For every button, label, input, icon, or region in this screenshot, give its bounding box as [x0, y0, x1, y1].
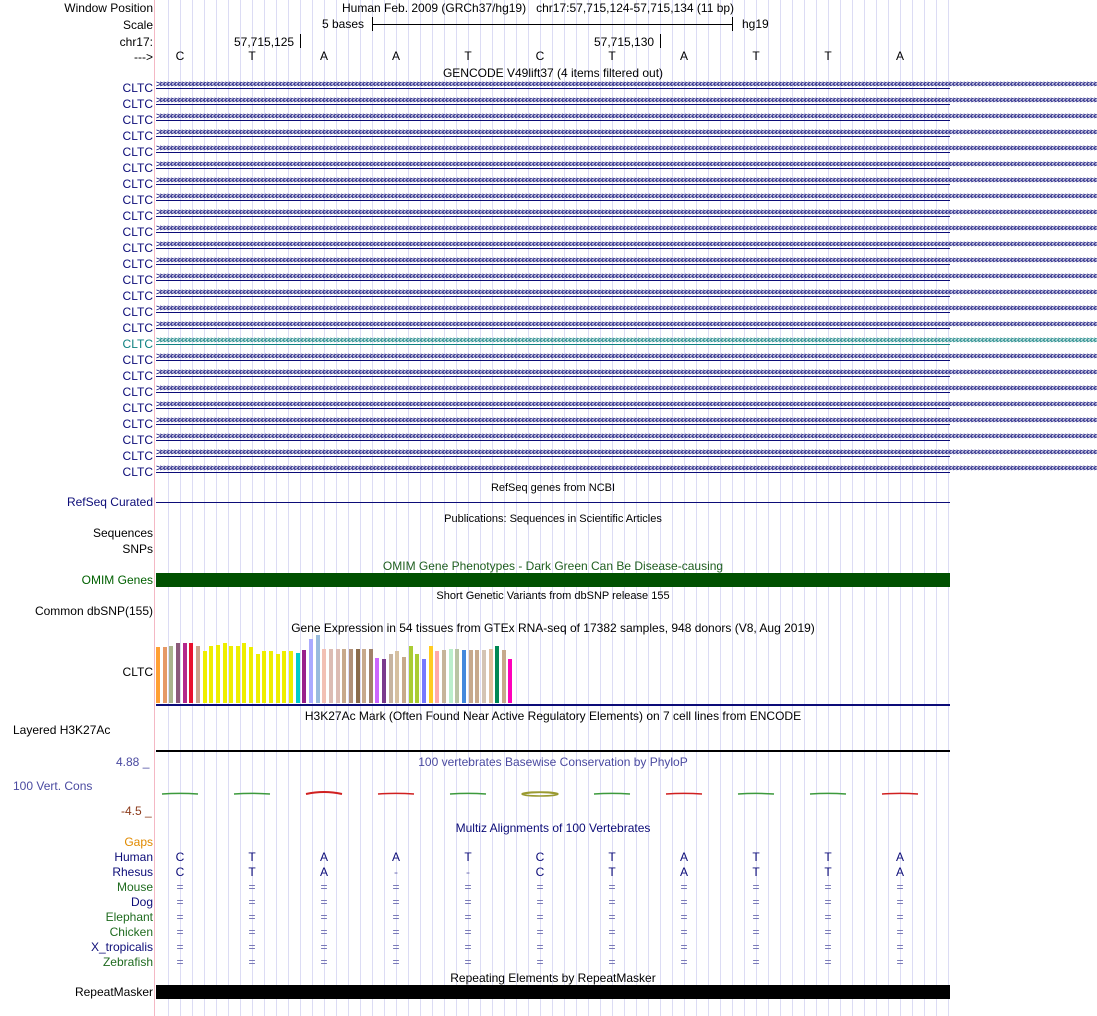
gencode-transcript-label[interactable]: CLTC [122, 289, 153, 303]
phylop-value-mark [810, 793, 846, 794]
phylop-value-mark [738, 793, 774, 794]
multiz-gaps-label[interactable]: Gaps [124, 835, 153, 849]
multiz-base: T [608, 850, 616, 864]
multiz-base: = [176, 880, 184, 894]
multiz-base: = [608, 880, 616, 894]
multiz-base: = [464, 895, 472, 909]
reference-base: A [391, 49, 400, 63]
gtex-tissue-bar[interactable] [435, 651, 439, 703]
multiz-base: = [896, 940, 904, 954]
multiz-base: C [175, 850, 185, 864]
gtex-tissue-bar[interactable] [336, 649, 340, 703]
h3k27ac-baseline [156, 750, 950, 752]
gtex-tissue-bar[interactable] [302, 650, 306, 703]
position-text: chr17:57,715,124-57,715,134 (11 bp) [536, 1, 735, 15]
gtex-tissue-bar[interactable] [395, 651, 399, 703]
gtex-tissue-bar[interactable] [209, 646, 213, 703]
gencode-transcript-label[interactable]: CLTC [122, 97, 153, 111]
strand-arrows: >>>>>>>>>>>>>>>>>>>>>>>>>>>>>>>>>>>>>>>>>>>>>>>>>>>>>>>>>>>>>>>>>>>>>>>>>>>>>>>>>>>>>>>>>>>>>>>>>>>>>>>>>>>>>>>>>>>>>>>>>>>>>>>>>>>>>>>>>>>>>>>>>>>>>>>>>>>>>>>>>>>>>>>>>>>>>>>>>>>>>>>>>>>>>>>>>>>>>>>>>>>>>>>>>>>>>>>>>>>>>>>>>>>>>>>>>>>>>>>>>>>>>>>>>>>>>>>>>>>> [156, 159, 1097, 170]
multiz-base: - [466, 865, 470, 879]
dbsnp-track-title[interactable]: Short Genetic Variants from dbSNP release 155 [436, 590, 670, 602]
gencode-transcript[interactable] [156, 335, 1097, 351]
gtex-tissue-bar[interactable] [269, 651, 273, 703]
gencode-transcript-label[interactable]: CLTC [122, 353, 153, 367]
multiz-base: = [608, 910, 616, 924]
gtex-tissue-bar[interactable] [229, 646, 233, 703]
multiz-base: = [248, 925, 256, 939]
gencode-transcript[interactable] [156, 95, 1097, 111]
multiz-base: T [752, 850, 760, 864]
gencode-transcript[interactable] [156, 383, 1097, 399]
strand-arrows: >>>>>>>>>>>>>>>>>>>>>>>>>>>>>>>>>>>>>>>>>>>>>>>>>>>>>>>>>>>>>>>>>>>>>>>>>>>>>>>>>>>>>>>>>>>>>>>>>>>>>>>>>>>>>>>>>>>>>>>>>>>>>>>>>>>>>>>>>>>>>>>>>>>>>>>>>>>>>>>>>>>>>>>>>>>>>>>>>>>>>>>>>>>>>>>>>>>>>>>>>>>>>>>>>>>>>>>>>>>>>>>>>>>>>>>>>>>>>>>>>>>>>>>>>>>>>>>>>>>> [156, 111, 1097, 122]
ruler-tick-mark-2 [660, 34, 661, 48]
multiz-base: = [248, 880, 256, 894]
strand-arrows: >>>>>>>>>>>>>>>>>>>>>>>>>>>>>>>>>>>>>>>>>>>>>>>>>>>>>>>>>>>>>>>>>>>>>>>>>>>>>>>>>>>>>>>>>>>>>>>>>>>>>>>>>>>>>>>>>>>>>>>>>>>>>>>>>>>>>>>>>>>>>>>>>>>>>>>>>>>>>>>>>>>>>>>>>>>>>>>>>>>>>>>>>>>>>>>>>>>>>>>>>>>>>>>>>>>>>>>>>>>>>>>>>>>>>>>>>>>>>>>>>>>>>>>>>>>>>>>>>>>> [156, 143, 1097, 154]
gtex-tissue-bar[interactable] [489, 649, 493, 703]
multiz-base: = [320, 955, 328, 969]
gtex-tissue-bar[interactable] [189, 643, 193, 703]
multiz-species-label[interactable]: Chicken [109, 925, 153, 939]
multiz-base: = [752, 895, 760, 909]
scale-bases: 5 bases [322, 17, 365, 31]
gtex-tissue-bar[interactable] [369, 649, 373, 703]
gencode-transcript-label[interactable]: CLTC [122, 193, 153, 207]
multiz-base: C [535, 865, 545, 879]
strand-arrows: >>>>>>>>>>>>>>>>>>>>>>>>>>>>>>>>>>>>>>>>>>>>>>>>>>>>>>>>>>>>>>>>>>>>>>>>>>>>>>>>>>>>>>>>>>>>>>>>>>>>>>>>>>>>>>>>>>>>>>>>>>>>>>>>>>>>>>>>>>>>>>>>>>>>>>>>>>>>>>>>>>>>>>>>>>>>>>>>>>>>>>>>>>>>>>>>>>>>>>>>>>>>>>>>>>>>>>>>>>>>>>>>>>>>>>>>>>>>>>>>>>>>>>>>>>>>>>>>>>>> [156, 127, 1097, 138]
multiz-base: = [176, 925, 184, 939]
gtex-tissue-bar[interactable] [282, 651, 286, 703]
gencode-transcript-label[interactable]: CLTC [122, 337, 153, 351]
window-position-label: Window Position [64, 1, 153, 15]
multiz-base: = [680, 940, 688, 954]
multiz-base: C [175, 865, 185, 879]
multiz-base: = [752, 955, 760, 969]
gtex-tissue-bar[interactable] [342, 649, 346, 703]
gencode-transcript-label[interactable]: CLTC [122, 417, 153, 431]
phylop-signal[interactable] [156, 770, 950, 820]
multiz-base: T [752, 865, 760, 879]
multiz-base: C [535, 850, 545, 864]
multiz-base: = [896, 925, 904, 939]
gtex-baseline [156, 704, 950, 706]
multiz-base: = [680, 925, 688, 939]
gtex-tissue-bar[interactable] [449, 649, 453, 703]
multiz-base: = [680, 910, 688, 924]
gencode-track-title[interactable]: GENCODE V49lift37 (4 items filtered out) [442, 66, 664, 80]
multiz-base: = [896, 895, 904, 909]
gencode-transcript-label[interactable]: CLTC [122, 241, 153, 255]
gencode-transcript[interactable] [156, 399, 1097, 415]
strand-arrows: >>>>>>>>>>>>>>>>>>>>>>>>>>>>>>>>>>>>>>>>>>>>>>>>>>>>>>>>>>>>>>>>>>>>>>>>>>>>>>>>>>>>>>>>>>>>>>>>>>>>>>>>>>>>>>>>>>>>>>>>>>>>>>>>>>>>>>>>>>>>>>>>>>>>>>>>>>>>>>>>>>>>>>>>>>>>>>>>>>>>>>>>>>>>>>>>>>>>>>>>>>>>>>>>>>>>>>>>>>>>>>>>>>>>>>>>>>>>>>>>>>>>>>>>>>>>>>>>>>>> [156, 383, 1097, 394]
gtex-tissue-bar[interactable] [276, 654, 280, 703]
multiz-base: = [176, 940, 184, 954]
multiz-base: = [752, 925, 760, 939]
multiz-base: = [752, 940, 760, 954]
gtex-tissue-bar[interactable] [349, 649, 353, 703]
multiz-base: = [464, 955, 472, 969]
gtex-tissue-bar[interactable] [362, 649, 366, 703]
multiz-base: = [536, 955, 544, 969]
multiz-species-label[interactable]: X_tropicalis [90, 940, 153, 954]
gencode-transcript[interactable] [156, 303, 1097, 319]
gencode-transcript[interactable] [156, 255, 1097, 271]
phylop-label[interactable]: 100 Vert. Cons [13, 779, 93, 793]
multiz-base: = [824, 895, 832, 909]
multiz-base: = [680, 880, 688, 894]
gencode-transcript[interactable] [156, 191, 1097, 207]
gtex-tissue-bar[interactable] [495, 646, 499, 703]
multiz-base: T [824, 850, 832, 864]
multiz-base: = [392, 895, 400, 909]
multiz-base: A [391, 850, 400, 864]
strand-arrows: >>>>>>>>>>>>>>>>>>>>>>>>>>>>>>>>>>>>>>>>>>>>>>>>>>>>>>>>>>>>>>>>>>>>>>>>>>>>>>>>>>>>>>>>>>>>>>>>>>>>>>>>>>>>>>>>>>>>>>>>>>>>>>>>>>>>>>>>>>>>>>>>>>>>>>>>>>>>>>>>>>>>>>>>>>>>>>>>>>>>>>>>>>>>>>>>>>>>>>>>>>>>>>>>>>>>>>>>>>>>>>>>>>>>>>>>>>>>>>>>>>>>>>>>>>>>>>>>>>>> [156, 287, 1097, 298]
multiz-base: = [536, 925, 544, 939]
gencode-transcript-label[interactable]: CLTC [122, 305, 153, 319]
multiz-base: = [176, 910, 184, 924]
reference-base: T [608, 49, 616, 63]
multiz-base: = [176, 955, 184, 969]
multiz-base: = [464, 910, 472, 924]
gtex-tissue-bar[interactable] [236, 646, 240, 703]
multiz-base: = [824, 925, 832, 939]
omim-track-title[interactable]: OMIM Gene Phenotypes - Dark Green Can Be Disease-causing [382, 559, 724, 573]
gencode-transcript-label[interactable]: CLTC [122, 321, 153, 335]
strand-arrows: >>>>>>>>>>>>>>>>>>>>>>>>>>>>>>>>>>>>>>>>>>>>>>>>>>>>>>>>>>>>>>>>>>>>>>>>>>>>>>>>>>>>>>>>>>>>>>>>>>>>>>>>>>>>>>>>>>>>>>>>>>>>>>>>>>>>>>>>>>>>>>>>>>>>>>>>>>>>>>>>>>>>>>>>>>>>>>>>>>>>>>>>>>>>>>>>>>>>>>>>>>>>>>>>>>>>>>>>>>>>>>>>>>>>>>>>>>>>>>>>>>>>>>>>>>>>>>>>>>>> [156, 271, 1097, 282]
gencode-transcript[interactable] [156, 159, 1097, 175]
multiz-base: = [536, 910, 544, 924]
gtex-tissue-bar[interactable] [296, 653, 300, 703]
gencode-transcript-label[interactable]: CLTC [122, 273, 153, 287]
multiz-base: = [392, 955, 400, 969]
scale-label: Scale [122, 18, 153, 32]
gencode-transcript-label[interactable]: CLTC [122, 369, 153, 383]
ruler-tick-mark-1 [300, 34, 301, 48]
gencode-transcript[interactable] [156, 447, 1097, 463]
strand-arrows: >>>>>>>>>>>>>>>>>>>>>>>>>>>>>>>>>>>>>>>>>>>>>>>>>>>>>>>>>>>>>>>>>>>>>>>>>>>>>>>>>>>>>>>>>>>>>>>>>>>>>>>>>>>>>>>>>>>>>>>>>>>>>>>>>>>>>>>>>>>>>>>>>>>>>>>>>>>>>>>>>>>>>>>>>>>>>>>>>>>>>>>>>>>>>>>>>>>>>>>>>>>>>>>>>>>>>>>>>>>>>>>>>>>>>>>>>>>>>>>>>>>>>>>>>>>>>>>>>>>> [156, 351, 1097, 362]
multiz-base: = [536, 895, 544, 909]
multiz-base: = [320, 910, 328, 924]
gtex-tissue-bar[interactable] [442, 650, 446, 703]
scale-bar [372, 24, 733, 25]
strand-arrows: >>>>>>>>>>>>>>>>>>>>>>>>>>>>>>>>>>>>>>>>>>>>>>>>>>>>>>>>>>>>>>>>>>>>>>>>>>>>>>>>>>>>>>>>>>>>>>>>>>>>>>>>>>>>>>>>>>>>>>>>>>>>>>>>>>>>>>>>>>>>>>>>>>>>>>>>>>>>>>>>>>>>>>>>>>>>>>>>>>>>>>>>>>>>>>>>>>>>>>>>>>>>>>>>>>>>>>>>>>>>>>>>>>>>>>>>>>>>>>>>>>>>>>>>>>>>>>>>>>>> [156, 463, 1097, 474]
gtex-gene-label[interactable]: CLTC [122, 665, 153, 679]
strand-arrows: >>>>>>>>>>>>>>>>>>>>>>>>>>>>>>>>>>>>>>>>>>>>>>>>>>>>>>>>>>>>>>>>>>>>>>>>>>>>>>>>>>>>>>>>>>>>>>>>>>>>>>>>>>>>>>>>>>>>>>>>>>>>>>>>>>>>>>>>>>>>>>>>>>>>>>>>>>>>>>>>>>>>>>>>>>>>>>>>>>>>>>>>>>>>>>>>>>>>>>>>>>>>>>>>>>>>>>>>>>>>>>>>>>>>>>>>>>>>>>>>>>>>>>>>>>>>>>>>>>>> [156, 447, 1097, 458]
reference-base: T [248, 49, 256, 63]
multiz-base: = [248, 910, 256, 924]
gtex-tissue-bar[interactable] [455, 649, 459, 703]
multiz-base: A [679, 850, 688, 864]
scale-db: hg19 [742, 17, 769, 31]
gencode-transcript[interactable] [156, 431, 1097, 447]
multiz-base: = [680, 955, 688, 969]
multiz-base: = [608, 940, 616, 954]
phylop-min: -4.5 _ [121, 804, 152, 818]
multiz-base: = [176, 895, 184, 909]
strand-arrows: >>>>>>>>>>>>>>>>>>>>>>>>>>>>>>>>>>>>>>>>>>>>>>>>>>>>>>>>>>>>>>>>>>>>>>>>>>>>>>>>>>>>>>>>>>>>>>>>>>>>>>>>>>>>>>>>>>>>>>>>>>>>>>>>>>>>>>>>>>>>>>>>>>>>>>>>>>>>>>>>>>>>>>>>>>>>>>>>>>>>>>>>>>>>>>>>>>>>>>>>>>>>>>>>>>>>>>>>>>>>>>>>>>>>>>>>>>>>>>>>>>>>>>>>>>>>>>>>>>>> [156, 95, 1097, 106]
gencode-transcript-label[interactable]: CLTC [122, 401, 153, 415]
multiz-base: A [319, 850, 328, 864]
multiz-base: = [608, 955, 616, 969]
multiz-species-label[interactable]: Dog [130, 895, 153, 909]
gencode-transcript[interactable] [156, 367, 1097, 383]
multiz-base: = [896, 955, 904, 969]
multiz-base: = [608, 925, 616, 939]
multiz-base: T [824, 865, 832, 879]
strand-arrows: >>>>>>>>>>>>>>>>>>>>>>>>>>>>>>>>>>>>>>>>>>>>>>>>>>>>>>>>>>>>>>>>>>>>>>>>>>>>>>>>>>>>>>>>>>>>>>>>>>>>>>>>>>>>>>>>>>>>>>>>>>>>>>>>>>>>>>>>>>>>>>>>>>>>>>>>>>>>>>>>>>>>>>>>>>>>>>>>>>>>>>>>>>>>>>>>>>>>>>>>>>>>>>>>>>>>>>>>>>>>>>>>>>>>>>>>>>>>>>>>>>>>>>>>>>>>>>>>>>>> [156, 367, 1097, 378]
strand-arrows: >>>>>>>>>>>>>>>>>>>>>>>>>>>>>>>>>>>>>>>>>>>>>>>>>>>>>>>>>>>>>>>>>>>>>>>>>>>>>>>>>>>>>>>>>>>>>>>>>>>>>>>>>>>>>>>>>>>>>>>>>>>>>>>>>>>>>>>>>>>>>>>>>>>>>>>>>>>>>>>>>>>>>>>>>>>>>>>>>>>>>>>>>>>>>>>>>>>>>>>>>>>>>>>>>>>>>>>>>>>>>>>>>>>>>>>>>>>>>>>>>>>>>>>>>>>>>>>>>>>> [156, 335, 1097, 346]
gtex-tissue-bar[interactable] [316, 635, 320, 703]
refseq-track-title[interactable]: RefSeq genes from NCBI [490, 482, 616, 494]
gencode-transcript[interactable] [156, 143, 1097, 159]
multiz-base: = [824, 955, 832, 969]
multiz-base: = [392, 880, 400, 894]
refseq-gene-line[interactable] [156, 502, 950, 503]
publications-label-sequences[interactable]: Sequences [92, 526, 153, 540]
omim-gene-bar[interactable] [156, 573, 950, 587]
gencode-transcript-label[interactable]: CLTC [122, 257, 153, 271]
multiz-species-label[interactable]: Rhesus [112, 865, 153, 879]
strand-arrows: >>>>>>>>>>>>>>>>>>>>>>>>>>>>>>>>>>>>>>>>>>>>>>>>>>>>>>>>>>>>>>>>>>>>>>>>>>>>>>>>>>>>>>>>>>>>>>>>>>>>>>>>>>>>>>>>>>>>>>>>>>>>>>>>>>>>>>>>>>>>>>>>>>>>>>>>>>>>>>>>>>>>>>>>>>>>>>>>>>>>>>>>>>>>>>>>>>>>>>>>>>>>>>>>>>>>>>>>>>>>>>>>>>>>>>>>>>>>>>>>>>>>>>>>>>>>>>>>>>>> [156, 399, 1097, 410]
multiz-base: = [680, 895, 688, 909]
multiz-base: = [536, 940, 544, 954]
strand-arrows: >>>>>>>>>>>>>>>>>>>>>>>>>>>>>>>>>>>>>>>>>>>>>>>>>>>>>>>>>>>>>>>>>>>>>>>>>>>>>>>>>>>>>>>>>>>>>>>>>>>>>>>>>>>>>>>>>>>>>>>>>>>>>>>>>>>>>>>>>>>>>>>>>>>>>>>>>>>>>>>>>>>>>>>>>>>>>>>>>>>>>>>>>>>>>>>>>>>>>>>>>>>>>>>>>>>>>>>>>>>>>>>>>>>>>>>>>>>>>>>>>>>>>>>>>>>>>>>>>>>> [156, 415, 1097, 426]
multiz-base: = [752, 880, 760, 894]
gtex-tissue-bar[interactable] [156, 647, 160, 703]
repeatmasker-track-title[interactable]: Repeating Elements by RepeatMasker [450, 971, 656, 985]
gtex-tissue-bar[interactable] [462, 650, 466, 703]
gtex-tissue-bar[interactable] [389, 654, 393, 703]
h3k27ac-label[interactable]: Layered H3K27Ac [13, 723, 111, 737]
reference-base: A [895, 49, 904, 63]
strand-arrows: >>>>>>>>>>>>>>>>>>>>>>>>>>>>>>>>>>>>>>>>>>>>>>>>>>>>>>>>>>>>>>>>>>>>>>>>>>>>>>>>>>>>>>>>>>>>>>>>>>>>>>>>>>>>>>>>>>>>>>>>>>>>>>>>>>>>>>>>>>>>>>>>>>>>>>>>>>>>>>>>>>>>>>>>>>>>>>>>>>>>>>>>>>>>>>>>>>>>>>>>>>>>>>>>>>>>>>>>>>>>>>>>>>>>>>>>>>>>>>>>>>>>>>>>>>>>>>>>>>>> [156, 223, 1097, 234]
multiz-base: = [248, 955, 256, 969]
multiz-base: = [536, 880, 544, 894]
gtex-tissue-bar[interactable] [322, 649, 326, 703]
reference-base: T [824, 49, 832, 63]
multiz-base: = [464, 940, 472, 954]
phylop-value-mark [234, 793, 270, 794]
reference-base: T [752, 49, 760, 63]
strand-arrows: >>>>>>>>>>>>>>>>>>>>>>>>>>>>>>>>>>>>>>>>>>>>>>>>>>>>>>>>>>>>>>>>>>>>>>>>>>>>>>>>>>>>>>>>>>>>>>>>>>>>>>>>>>>>>>>>>>>>>>>>>>>>>>>>>>>>>>>>>>>>>>>>>>>>>>>>>>>>>>>>>>>>>>>>>>>>>>>>>>>>>>>>>>>>>>>>>>>>>>>>>>>>>>>>>>>>>>>>>>>>>>>>>>>>>>>>>>>>>>>>>>>>>>>>>>>>>>>>>>>> [156, 303, 1097, 314]
gtex-tissue-bar[interactable] [402, 657, 406, 703]
phylop-value-mark [306, 792, 342, 794]
phylop-value-mark [522, 792, 558, 796]
multiz-base: = [392, 940, 400, 954]
multiz-track-title[interactable]: Multiz Alignments of 100 Vertebrates [455, 821, 651, 835]
gencode-transcript[interactable] [156, 111, 1097, 127]
publications-track-title[interactable]: Publications: Sequences in Scientific Articles [444, 513, 662, 525]
refseq-label[interactable]: RefSeq Curated [66, 495, 153, 509]
phylop-value-mark [666, 793, 702, 794]
multiz-base: A [895, 850, 904, 864]
gencode-transcript[interactable] [156, 127, 1097, 143]
gtex-tissue-bar[interactable] [183, 643, 187, 703]
gtex-tissue-bar[interactable] [415, 654, 419, 703]
gtex-tissue-bar[interactable] [429, 646, 433, 703]
gtex-tissue-bar[interactable] [176, 643, 180, 703]
gtex-tissue-bar[interactable] [309, 639, 313, 703]
multiz-base: = [320, 940, 328, 954]
gencode-transcript-label[interactable]: CLTC [122, 449, 153, 463]
gtex-tissue-bar[interactable] [163, 647, 167, 703]
gtex-tissue-bar[interactable] [196, 646, 200, 703]
phylop-max: 4.88 _ [116, 755, 150, 769]
strand-arrows: >>>>>>>>>>>>>>>>>>>>>>>>>>>>>>>>>>>>>>>>>>>>>>>>>>>>>>>>>>>>>>>>>>>>>>>>>>>>>>>>>>>>>>>>>>>>>>>>>>>>>>>>>>>>>>>>>>>>>>>>>>>>>>>>>>>>>>>>>>>>>>>>>>>>>>>>>>>>>>>>>>>>>>>>>>>>>>>>>>>>>>>>>>>>>>>>>>>>>>>>>>>>>>>>>>>>>>>>>>>>>>>>>>>>>>>>>>>>>>>>>>>>>>>>>>>>>>>>>>>> [156, 79, 1097, 90]
multiz-species-label[interactable]: Human [114, 850, 153, 864]
strand-arrows: >>>>>>>>>>>>>>>>>>>>>>>>>>>>>>>>>>>>>>>>>>>>>>>>>>>>>>>>>>>>>>>>>>>>>>>>>>>>>>>>>>>>>>>>>>>>>>>>>>>>>>>>>>>>>>>>>>>>>>>>>>>>>>>>>>>>>>>>>>>>>>>>>>>>>>>>>>>>>>>>>>>>>>>>>>>>>>>>>>>>>>>>>>>>>>>>>>>>>>>>>>>>>>>>>>>>>>>>>>>>>>>>>>>>>>>>>>>>>>>>>>>>>>>>>>>>>>>>>>>> [156, 319, 1097, 330]
track-left-border [154, 0, 155, 1016]
gencode-transcript-label[interactable]: CLTC [122, 209, 153, 223]
gencode-transcript[interactable] [156, 415, 1097, 431]
gencode-transcript[interactable] [156, 239, 1097, 255]
gencode-transcript-label[interactable]: CLTC [122, 81, 153, 95]
phylop-track-title[interactable]: 100 vertebrates Basewise Conservation by PhyloP [418, 755, 688, 769]
gencode-transcript[interactable] [156, 271, 1097, 287]
gencode-transcript-label[interactable]: CLTC [122, 129, 153, 143]
multiz-base: = [896, 910, 904, 924]
gtex-tissue-bar[interactable] [422, 659, 426, 703]
strand-arrows: >>>>>>>>>>>>>>>>>>>>>>>>>>>>>>>>>>>>>>>>>>>>>>>>>>>>>>>>>>>>>>>>>>>>>>>>>>>>>>>>>>>>>>>>>>>>>>>>>>>>>>>>>>>>>>>>>>>>>>>>>>>>>>>>>>>>>>>>>>>>>>>>>>>>>>>>>>>>>>>>>>>>>>>>>>>>>>>>>>>>>>>>>>>>>>>>>>>>>>>>>>>>>>>>>>>>>>>>>>>>>>>>>>>>>>>>>>>>>>>>>>>>>>>>>>>>>>>>>>>> [156, 431, 1097, 442]
multiz-base: = [752, 910, 760, 924]
phylop-value-mark [450, 793, 486, 794]
multiz-base: T [464, 850, 472, 864]
multiz-base: A [895, 865, 904, 879]
strand-arrows: >>>>>>>>>>>>>>>>>>>>>>>>>>>>>>>>>>>>>>>>>>>>>>>>>>>>>>>>>>>>>>>>>>>>>>>>>>>>>>>>>>>>>>>>>>>>>>>>>>>>>>>>>>>>>>>>>>>>>>>>>>>>>>>>>>>>>>>>>>>>>>>>>>>>>>>>>>>>>>>>>>>>>>>>>>>>>>>>>>>>>>>>>>>>>>>>>>>>>>>>>>>>>>>>>>>>>>>>>>>>>>>>>>>>>>>>>>>>>>>>>>>>>>>>>>>>>>>>>>>> [156, 207, 1097, 218]
multiz-base: = [392, 910, 400, 924]
gtex-tissue-bar[interactable] [256, 654, 260, 703]
dbsnp-label[interactable]: Common dbSNP(155) [34, 604, 153, 618]
ruler-tick-2: 57,715,130 [594, 35, 655, 49]
phylop-value-mark [162, 793, 198, 794]
gtex-tissue-bar[interactable] [329, 649, 333, 703]
multiz-base: = [320, 925, 328, 939]
gencode-transcript-label[interactable]: CLTC [122, 161, 153, 175]
gtex-track-title[interactable]: Gene Expression in 54 tissues from GTEx RNA-seq of 17382 samples, 948 donors (V8, Aug 2019) [291, 621, 815, 635]
reference-base: A [679, 49, 688, 63]
strand-arrows: >>>>>>>>>>>>>>>>>>>>>>>>>>>>>>>>>>>>>>>>>>>>>>>>>>>>>>>>>>>>>>>>>>>>>>>>>>>>>>>>>>>>>>>>>>>>>>>>>>>>>>>>>>>>>>>>>>>>>>>>>>>>>>>>>>>>>>>>>>>>>>>>>>>>>>>>>>>>>>>>>>>>>>>>>>>>>>>>>>>>>>>>>>>>>>>>>>>>>>>>>>>>>>>>>>>>>>>>>>>>>>>>>>>>>>>>>>>>>>>>>>>>>>>>>>>>>>>>>>>> [156, 175, 1097, 186]
gencode-transcript[interactable] [156, 463, 1097, 479]
gencode-transcript-label[interactable]: CLTC [122, 225, 153, 239]
gencode-transcript-label[interactable]: CLTC [122, 145, 153, 159]
strand-arrows: >>>>>>>>>>>>>>>>>>>>>>>>>>>>>>>>>>>>>>>>>>>>>>>>>>>>>>>>>>>>>>>>>>>>>>>>>>>>>>>>>>>>>>>>>>>>>>>>>>>>>>>>>>>>>>>>>>>>>>>>>>>>>>>>>>>>>>>>>>>>>>>>>>>>>>>>>>>>>>>>>>>>>>>>>>>>>>>>>>>>>>>>>>>>>>>>>>>>>>>>>>>>>>>>>>>>>>>>>>>>>>>>>>>>>>>>>>>>>>>>>>>>>>>>>>>>>>>>>>>> [156, 255, 1097, 266]
multiz-base: T [608, 865, 616, 879]
multiz-base: = [608, 895, 616, 909]
multiz-base: A [679, 865, 688, 879]
gtex-expression-chart[interactable] [156, 635, 536, 703]
gtex-tissue-bar[interactable] [475, 650, 479, 703]
repeatmasker-label[interactable]: RepeatMasker [74, 985, 153, 999]
multiz-base: T [248, 850, 256, 864]
multiz-species-label[interactable]: Zebrafish [102, 955, 153, 969]
multiz-base: = [392, 925, 400, 939]
multiz-base: = [896, 880, 904, 894]
gtex-tissue-bar[interactable] [249, 647, 253, 703]
repeatmasker-element[interactable] [156, 985, 950, 999]
multiz-base: A [319, 865, 328, 879]
gencode-transcript-label[interactable]: CLTC [122, 465, 153, 479]
assembly-text: Human Feb. 2009 (GRCh37/hg19) chr17:57,715,124-57,715,134 (11 bp) [342, 1, 735, 15]
gtex-tissue-bar[interactable] [356, 649, 360, 703]
reference-base: C [175, 49, 185, 63]
omim-label[interactable]: OMIM Genes [81, 573, 153, 587]
multiz-base: = [824, 880, 832, 894]
multiz-base: = [320, 895, 328, 909]
multiz-base: = [248, 895, 256, 909]
ruler-tick-1: 57,715,125 [234, 35, 295, 49]
gtex-tissue-bar[interactable] [375, 658, 379, 703]
gtex-tissue-bar[interactable] [382, 659, 386, 703]
phylop-value-mark [882, 793, 918, 794]
multiz-base: T [248, 865, 256, 879]
multiz-species-label[interactable]: Mouse [116, 880, 153, 894]
gtex-tissue-bar[interactable] [502, 650, 506, 703]
strand-arrows: >>>>>>>>>>>>>>>>>>>>>>>>>>>>>>>>>>>>>>>>>>>>>>>>>>>>>>>>>>>>>>>>>>>>>>>>>>>>>>>>>>>>>>>>>>>>>>>>>>>>>>>>>>>>>>>>>>>>>>>>>>>>>>>>>>>>>>>>>>>>>>>>>>>>>>>>>>>>>>>>>>>>>>>>>>>>>>>>>>>>>>>>>>>>>>>>>>>>>>>>>>>>>>>>>>>>>>>>>>>>>>>>>>>>>>>>>>>>>>>>>>>>>>>>>>>>>>>>>>>> [156, 239, 1097, 250]
strand-arrows: >>>>>>>>>>>>>>>>>>>>>>>>>>>>>>>>>>>>>>>>>>>>>>>>>>>>>>>>>>>>>>>>>>>>>>>>>>>>>>>>>>>>>>>>>>>>>>>>>>>>>>>>>>>>>>>>>>>>>>>>>>>>>>>>>>>>>>>>>>>>>>>>>>>>>>>>>>>>>>>>>>>>>>>>>>>>>>>>>>>>>>>>>>>>>>>>>>>>>>>>>>>>>>>>>>>>>>>>>>>>>>>>>>>>>>>>>>>>>>>>>>>>>>>>>>>>>>>>>>>> [156, 191, 1097, 202]
reference-base: A [319, 49, 328, 63]
h3k27ac-track-title[interactable]: H3K27Ac Mark (Often Found Near Active Regulatory Elements) on 7 cell lines from ENCODE [304, 709, 802, 723]
gtex-tissue-bar[interactable] [223, 643, 227, 703]
multiz-base: = [824, 940, 832, 954]
gencode-transcript[interactable] [156, 207, 1097, 223]
strand-label: ---> [134, 50, 153, 64]
gencode-transcript-label[interactable]: CLTC [122, 433, 153, 447]
gencode-transcript[interactable] [156, 319, 1097, 335]
multiz-base: = [824, 910, 832, 924]
gtex-tissue-bar[interactable] [482, 650, 486, 703]
gtex-tissue-bar[interactable] [289, 651, 293, 703]
multiz-base: = [248, 940, 256, 954]
gtex-tissue-bar[interactable] [242, 643, 246, 703]
multiz-base: = [320, 880, 328, 894]
chrom-label: chr17: [119, 35, 153, 49]
gencode-transcript[interactable] [156, 351, 1097, 367]
gtex-tissue-bar[interactable] [203, 651, 207, 703]
gtex-tissue-bar[interactable] [409, 646, 413, 703]
gtex-tissue-bar[interactable] [508, 659, 512, 703]
reference-base: C [535, 49, 545, 63]
gtex-tissue-bar[interactable] [262, 651, 266, 703]
gtex-tissue-bar[interactable] [169, 646, 173, 703]
gtex-tissue-bar[interactable] [469, 650, 473, 703]
multiz-base: - [394, 865, 398, 879]
multiz-base: = [464, 925, 472, 939]
reference-base: T [464, 49, 472, 63]
gencode-transcript[interactable] [156, 223, 1097, 239]
publications-label-snps[interactable]: SNPs [122, 542, 153, 556]
gtex-tissue-bar[interactable] [216, 645, 220, 703]
scale-bar-right [732, 17, 733, 31]
phylop-value-mark [378, 793, 414, 794]
multiz-base: = [464, 880, 472, 894]
gencode-transcript[interactable] [156, 79, 1097, 95]
gencode-transcript-label[interactable]: CLTC [122, 385, 153, 399]
multiz-species-label[interactable]: Elephant [105, 910, 153, 924]
gencode-transcript-label[interactable]: CLTC [122, 113, 153, 127]
gencode-transcript[interactable] [156, 287, 1097, 303]
gencode-transcript-label[interactable]: CLTC [122, 177, 153, 191]
gencode-transcript[interactable] [156, 175, 1097, 191]
phylop-value-mark [594, 793, 630, 794]
